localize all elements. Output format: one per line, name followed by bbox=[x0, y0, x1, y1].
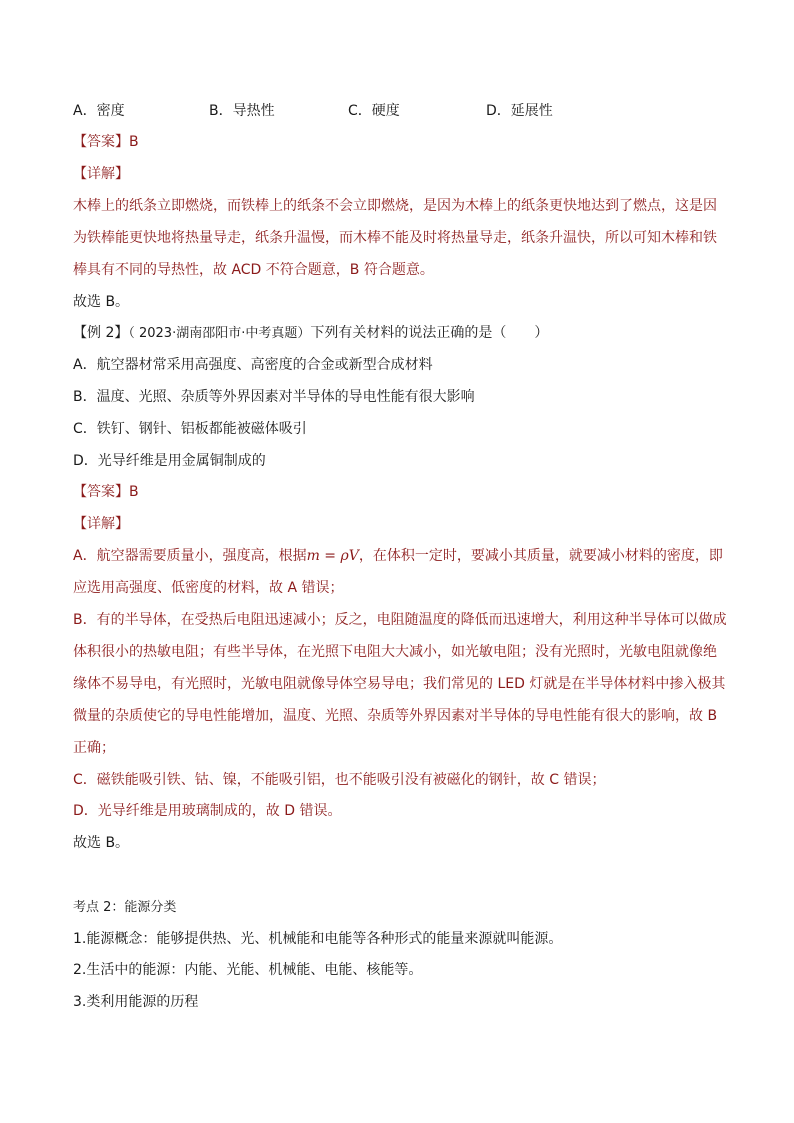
q2-question bbox=[73, 323, 723, 344]
section-item: 1.能源概念：能够提供热、光、机械能和电能等各种形式的能量来源就叫能源。 bbox=[73, 931, 563, 947]
q2-option-d: D．光导纤维是用金属铜制成的 bbox=[73, 453, 266, 469]
q2-option-b: B．温度、光照、杂质等外界因素对半导体的导电性能有很大影响 bbox=[73, 389, 475, 405]
section-title: 考点 2：能源分类 bbox=[73, 900, 177, 915]
q2-question-text: 下列有关材料的说法正确的是（ ） bbox=[310, 325, 549, 341]
section-item: 3.类利用能源的历程 bbox=[73, 994, 199, 1010]
q1-detail-line: 木棒上的纸条立即燃烧，而铁棒上的纸条不会立即燃烧，是因为木棒上的纸条更快地达到了燃点，这是因 bbox=[73, 198, 717, 214]
q2-detail-b-line: B．有的半导体，在受热后电阻迅速减小；反之，电阻随温度的降低而迅速增大，利用这种半导体可以做成 bbox=[73, 612, 727, 628]
q2-detail-a bbox=[73, 546, 723, 566]
q1-option-d: D．延展性 bbox=[486, 103, 553, 119]
q2-detail-a-cont: 应选用高强度、低密度的材料，故 A 错误； bbox=[73, 580, 344, 596]
q2-detail-b-line: 体积很小的热敏电阻；有些半导体，在光照下电阻大大减小，如光敏电阻；没有光照时，光敏电阻就像绝 bbox=[73, 644, 717, 660]
q2-detail-label: 【详解】 bbox=[73, 516, 129, 532]
density-formula: m = ρV bbox=[306, 548, 359, 564]
q1-detail-line: 为铁棒能更快地将热量导走，纸条升温慢，而木棒不能及时将热量导走，纸条升温快，所以可知木棒和铁 bbox=[73, 230, 717, 246]
q2-conclusion: 故选 B。 bbox=[73, 835, 130, 851]
q2-detail-d: D．光导纤维是用玻璃制成的，故 D 错误。 bbox=[73, 803, 342, 819]
q1-option-c: C．硬度 bbox=[348, 103, 400, 119]
q2-detail-a-text: A．航空器需要质量小，强度高，根据 bbox=[73, 548, 307, 564]
q2-answer: 【答案】B bbox=[73, 484, 139, 500]
section-item: 2.生活中的能源：内能、光能、机械能、电能、核能等。 bbox=[73, 962, 423, 978]
q1-option-a: A．密度 bbox=[73, 103, 125, 119]
q2-option-c: C．铁钉、钢针、铝板都能被磁体吸引 bbox=[73, 421, 307, 437]
q1-answer: 【答案】B bbox=[73, 134, 139, 150]
q2-detail-c: C．磁铁能吸引铁、钴、镍，不能吸引铝，也不能吸引没有被磁化的钢针，故 C 错误； bbox=[73, 772, 606, 788]
q1-detail-label: 【详解】 bbox=[73, 166, 129, 182]
q1-detail-line: 棒具有不同的导热性，故 ACD 不符合题意，B 符合题意。 bbox=[73, 262, 434, 278]
q1-option-b: B．导热性 bbox=[209, 103, 275, 119]
q2-source: （ 2023·湖南邵阳市·中考真题） bbox=[128, 326, 311, 341]
q2-option-a: A．航空器材常采用高强度、高密度的合金或新型合成材料 bbox=[73, 357, 433, 373]
q2-detail-b-line: 微量的杂质使它的导电性能增加，温度、光照、杂质等外界因素对半导体的导电性能有很大的影响，故 B bbox=[73, 708, 718, 724]
q1-conclusion: 故选 B。 bbox=[73, 294, 130, 310]
q2-detail-b-line: 缘体不易导电，有光照时，光敏电阻就像导体空易导电；我们常见的 LED 灯就是在半导体材料中掺入极其 bbox=[73, 676, 726, 692]
q2-label: 【例 2】 bbox=[73, 325, 129, 341]
q2-detail-b-line: 正确； bbox=[73, 740, 115, 756]
q2-detail-a-text: ，在体积一定时，要减小其质量，就要减小材料的密度，即 bbox=[358, 548, 723, 564]
